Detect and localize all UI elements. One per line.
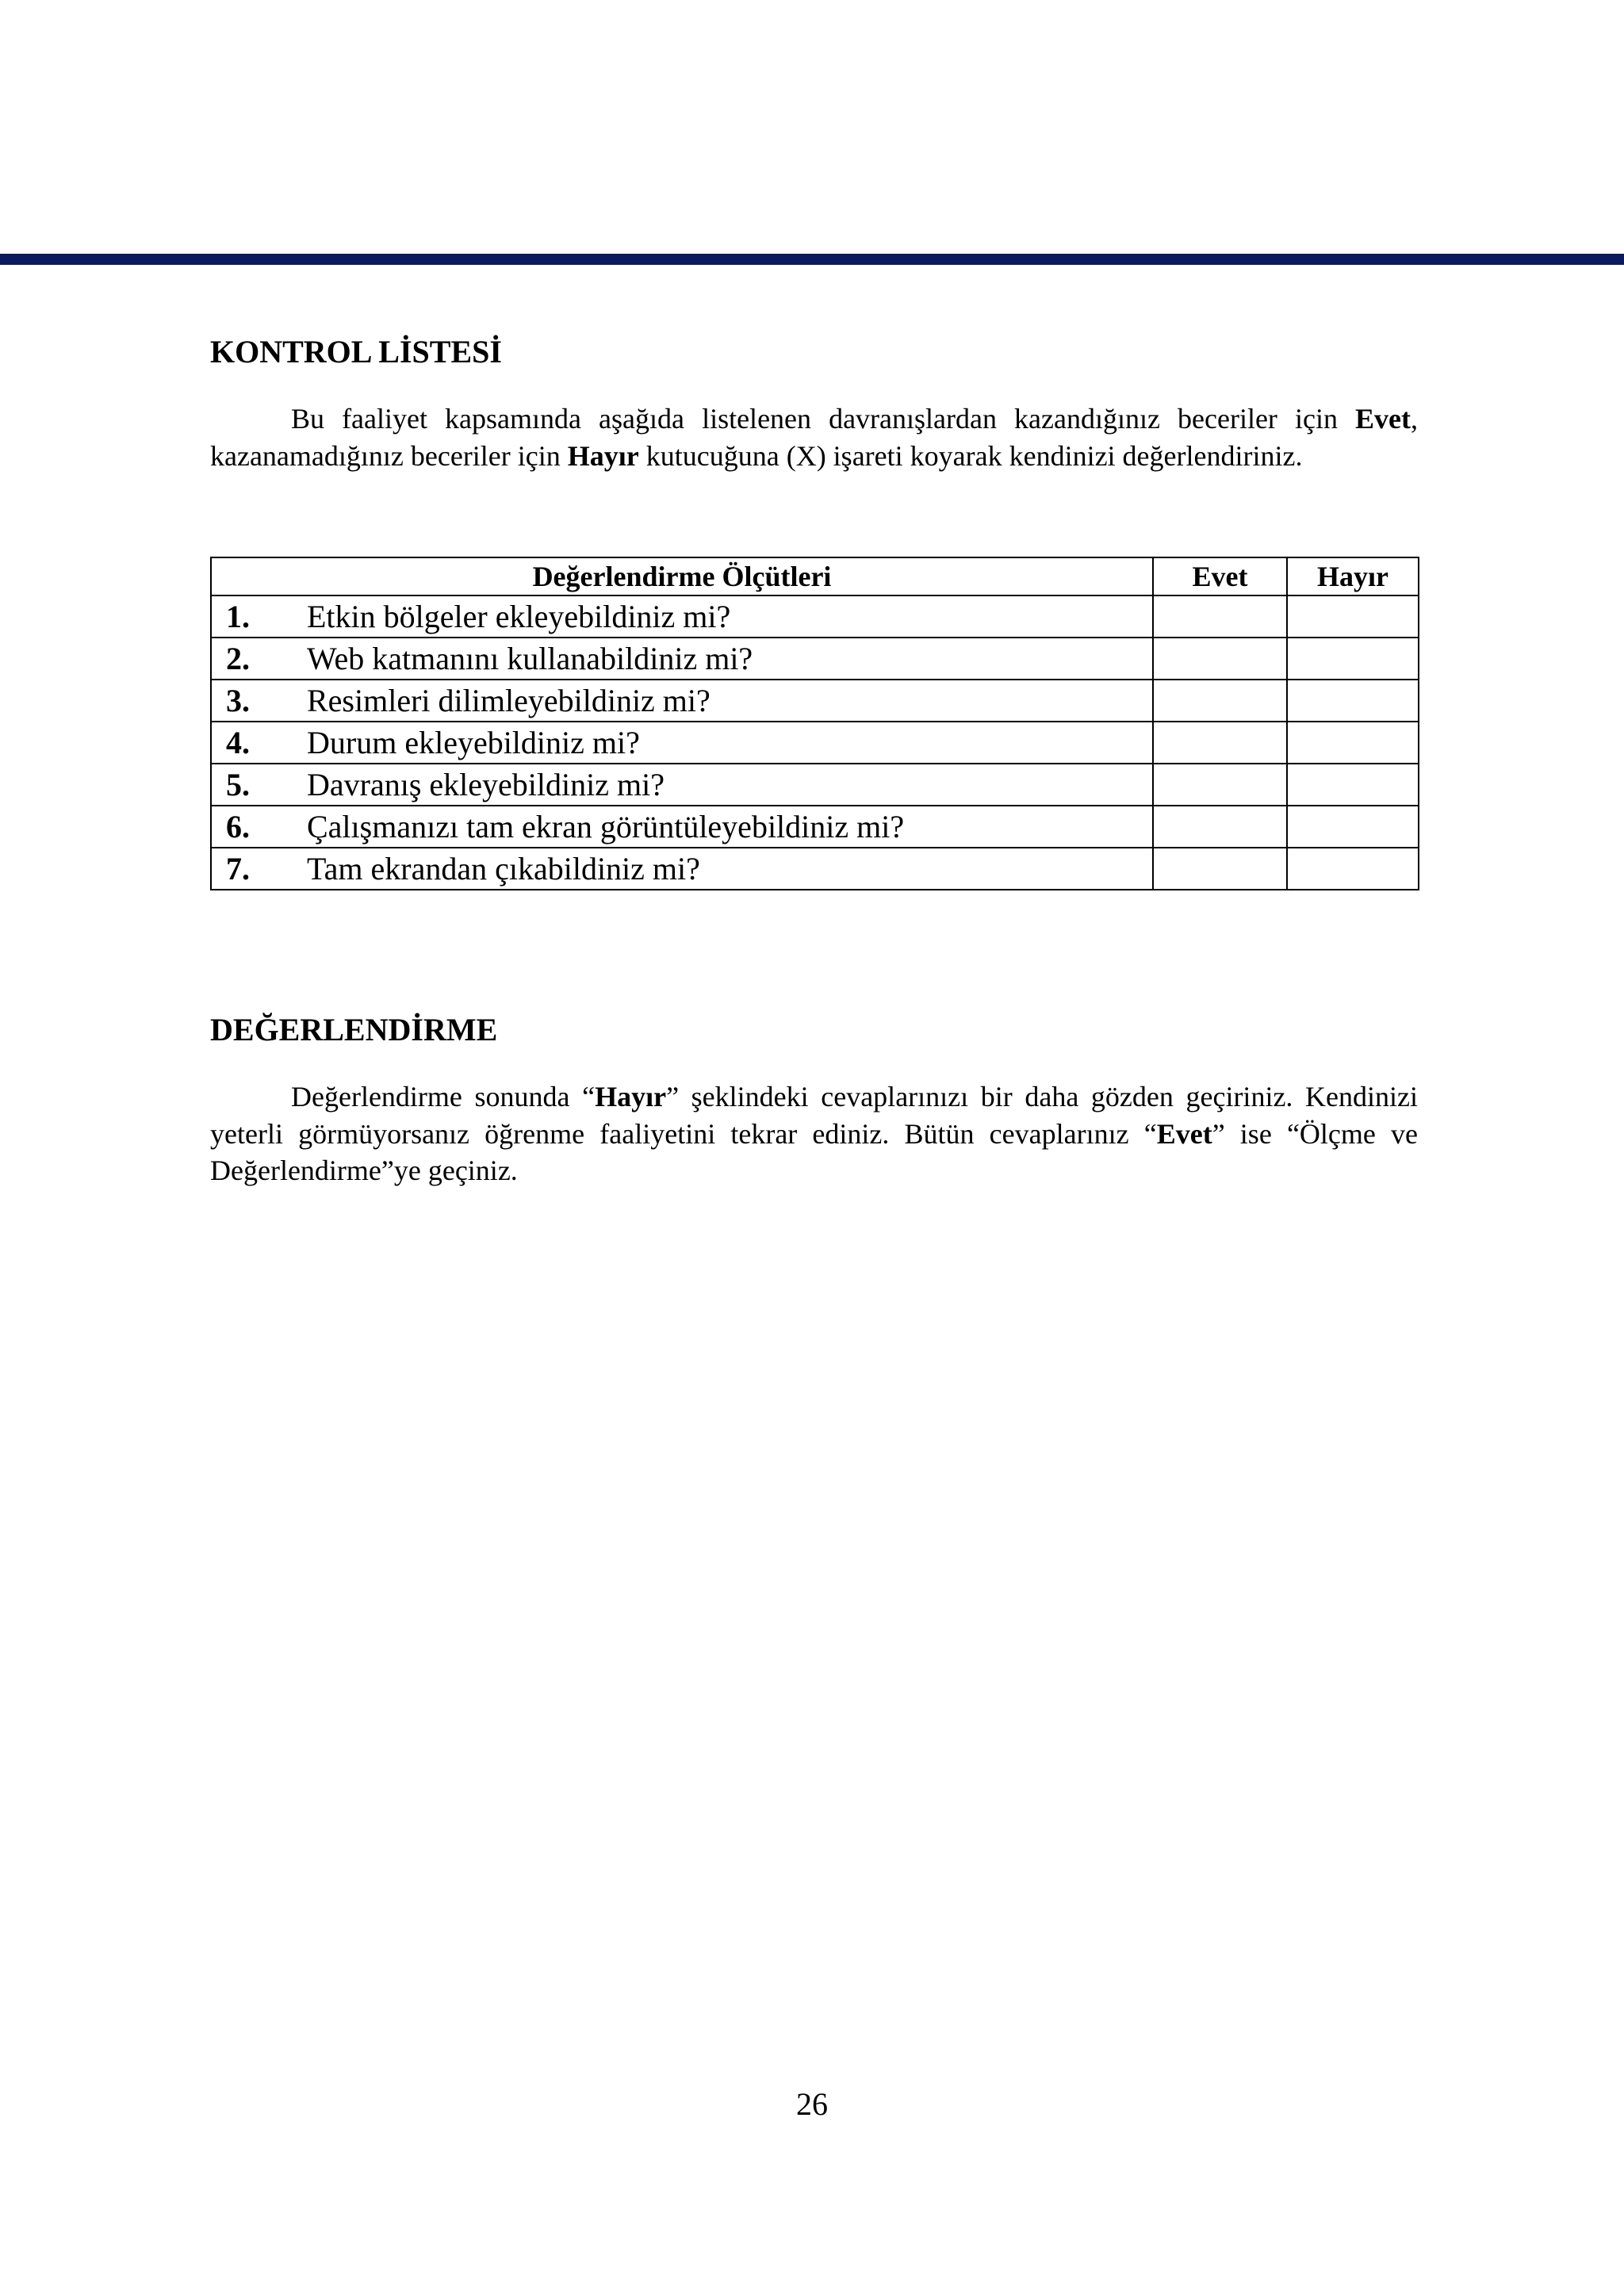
criteria-cell bbox=[211, 764, 1153, 806]
row-criterion: Etkin bölgeler ekleyebildiniz mi? bbox=[307, 598, 731, 634]
row-number: 5. bbox=[226, 766, 250, 802]
evaluation-text bbox=[210, 1078, 1418, 1189]
checklist-table bbox=[210, 557, 1419, 890]
row-criterion: Davranış ekleyebildiniz mi? bbox=[307, 766, 665, 802]
intro-text-2: , kazanamadığınız beceriler için bbox=[210, 403, 1418, 472]
evet-checkbox-cell[interactable] bbox=[1153, 680, 1287, 722]
eval-text-2: ” şeklindeki cevaplarınızı bir daha gözden geçiriniz. Kendinizi yeterli görmüyorsanız öğrenme faaliyetini tekrar ediniz. Bütün cevaplarınız “ bbox=[210, 1081, 1418, 1150]
hayir-checkbox-cell[interactable] bbox=[1287, 595, 1419, 638]
row-criterion: Tam ekrandan çıkabildiniz mi? bbox=[307, 850, 700, 887]
row-criterion: Resimleri dilimleyebildiniz mi? bbox=[307, 682, 710, 718]
evaluation-heading: DEĞERLENDİRME bbox=[210, 1012, 498, 1047]
table-row bbox=[211, 848, 1419, 890]
hayir-checkbox-cell[interactable] bbox=[1287, 764, 1419, 806]
eval-text-3: ” ise “Ölçme ve Değerlendirme”ye geçiniz. bbox=[210, 1117, 1418, 1186]
intro-hayir: Hayır bbox=[567, 439, 639, 472]
checklist-intro bbox=[210, 400, 1418, 474]
intro-evet: Evet bbox=[1355, 403, 1411, 435]
evet-checkbox-cell[interactable] bbox=[1153, 638, 1287, 680]
header-criteria: Değerlendirme Ölçütleri bbox=[211, 557, 1153, 595]
criteria-cell bbox=[211, 806, 1153, 848]
table-row bbox=[211, 764, 1419, 806]
evet-checkbox-cell[interactable] bbox=[1153, 722, 1287, 764]
table-row bbox=[211, 806, 1419, 848]
evet-checkbox-cell[interactable] bbox=[1153, 595, 1287, 638]
row-number: 3. bbox=[226, 682, 250, 718]
table-row bbox=[211, 680, 1419, 722]
row-number: 2. bbox=[226, 640, 250, 676]
table-header-row bbox=[211, 557, 1419, 595]
table-row bbox=[211, 722, 1419, 764]
table-row bbox=[211, 595, 1419, 638]
page-number: 26 bbox=[796, 2086, 828, 2122]
hayir-checkbox-cell[interactable] bbox=[1287, 848, 1419, 890]
row-number: 4. bbox=[226, 724, 250, 760]
header-hayir: Hayır bbox=[1287, 557, 1419, 595]
row-criterion: Web katmanını kullanabildiniz mi? bbox=[307, 640, 753, 676]
criteria-cell bbox=[211, 848, 1153, 890]
criteria-cell bbox=[211, 680, 1153, 722]
evet-checkbox-cell[interactable] bbox=[1153, 848, 1287, 890]
row-criterion: Çalışmanızı tam ekran görüntüleyebildiniz mi? bbox=[307, 808, 905, 844]
hayir-checkbox-cell[interactable] bbox=[1287, 680, 1419, 722]
row-number: 1. bbox=[226, 598, 250, 634]
evet-checkbox-cell[interactable] bbox=[1153, 806, 1287, 848]
eval-text-1: Değerlendirme sonunda “ bbox=[291, 1081, 596, 1112]
eval-evet: Evet bbox=[1156, 1117, 1212, 1150]
hayir-checkbox-cell[interactable] bbox=[1287, 722, 1419, 764]
row-criterion: Durum ekleyebildiniz mi? bbox=[307, 724, 640, 760]
criteria-cell bbox=[211, 638, 1153, 680]
hayir-checkbox-cell[interactable] bbox=[1287, 638, 1419, 680]
intro-text-3: kutucuğuna (X) işareti koyarak kendinizi değerlendiriniz. bbox=[638, 439, 1303, 472]
hayir-checkbox-cell[interactable] bbox=[1287, 806, 1419, 848]
evet-checkbox-cell[interactable] bbox=[1153, 764, 1287, 806]
checklist-heading: KONTROL LİSTESİ bbox=[210, 334, 502, 370]
criteria-cell bbox=[211, 722, 1153, 764]
criteria-cell bbox=[211, 595, 1153, 638]
intro-text-1: Bu faaliyet kapsamında aşağıda listelenen davranışlardan kazandığınız beceriler için bbox=[291, 403, 1356, 435]
header-evet: Evet bbox=[1153, 557, 1287, 595]
eval-hayir: Hayır bbox=[595, 1081, 667, 1112]
header-rule bbox=[0, 254, 1624, 265]
table-row bbox=[211, 638, 1419, 680]
row-number: 7. bbox=[226, 850, 250, 887]
row-number: 6. bbox=[226, 808, 250, 844]
